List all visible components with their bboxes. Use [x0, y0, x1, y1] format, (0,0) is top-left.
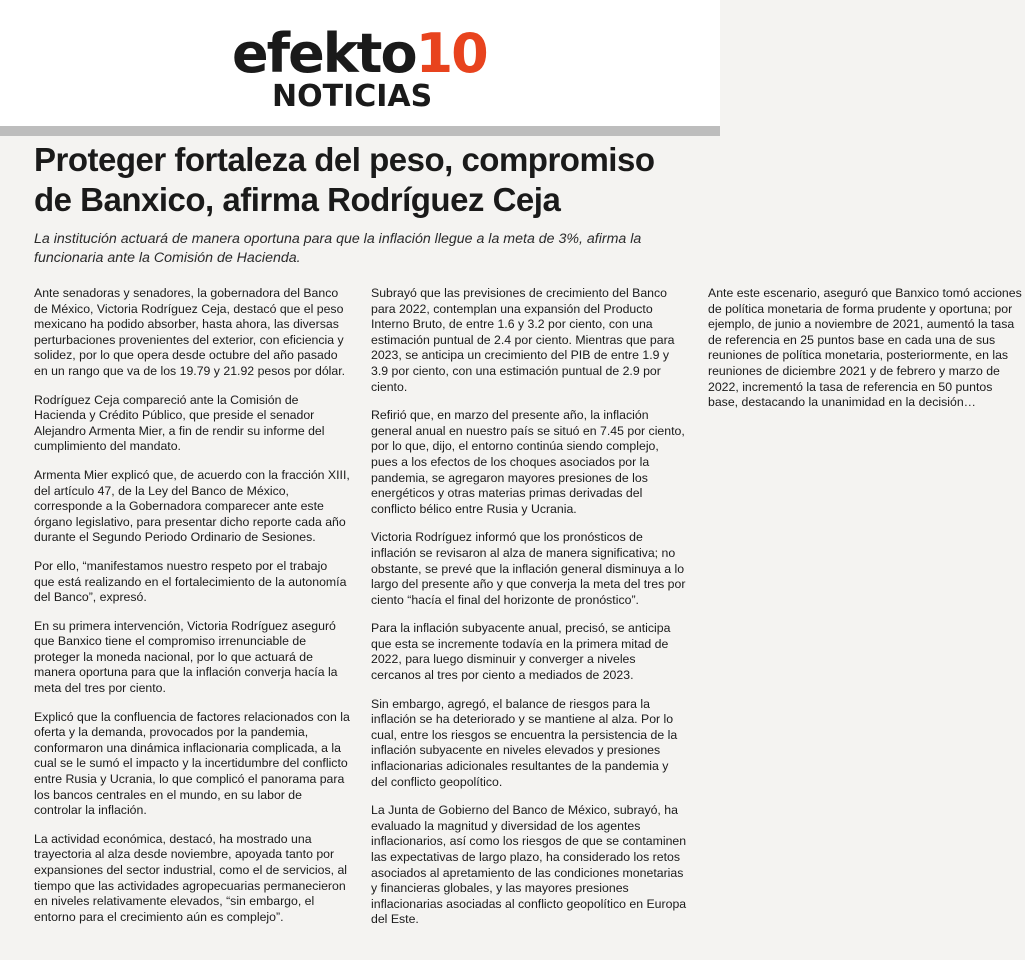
article-paragraph: Por ello, “manifestamos nuestro respeto por el trabajo que está realizando en el fortalecimiento de la autonomía del Banco”, expresó. — [34, 558, 347, 605]
article-paragraph: Rodríguez Ceja compareció ante la Comisión de Hacienda y Crédito Público, que preside el senador Alejandro Armenta Mier, a fin de rendir su informe del cumplimiento del mandato. — [34, 392, 325, 454]
article-paragraph: Armenta Mier explicó que, de acuerdo con la fracción XIII, del artículo 47, de la Ley del Banco de México, corresponde a la Gobernadora comparecer ante este órgano legislativo, para presentar dicho reporte cada año durante el Segundo Periodo Ordinario de Sesiones. — [34, 467, 350, 545]
article-paragraph: Ante este escenario, aseguró que Banxico tomó acciones de política monetaria de forma prudente y oportuna; por ejemplo, de junio a noviembre de 2021, aumentó la tasa de referencia en 25 puntos base en cada una de sus reuniones de política monetaria, posteriormente, en las reuniones de diciembre 2021 y de febrero y marzo de 2022, incrementó la tasa de referencia en 50 puntos base, destacando la unanimidad en la decisión… — [708, 286, 1022, 410]
article-paragraph: Sin embargo, agregó, el balance de riesgos para la inflación se ha deteriorado y se mantiene al alza. Por lo cual, entre los riesgos se encuentra la persistencia de la inflación subyacente en niveles elevados y presiones inflacionarias adicionales resultantes de la pandemia y del conflicto geopolítico. — [371, 696, 678, 789]
article-paragraph: La Junta de Gobierno del Banco de México, subrayó, ha evaluado la magnitud y diversidad de los agentes inflacionarios, así como los riesgos de que se contaminen las expectativas de largo plazo, ha considerado los retos asociados al apretamiento de las condiciones monetarias y financieras globales, y las mayores presiones inflacionarias asociadas al conflicto geopolítico en Europa del Este. — [371, 803, 687, 927]
header-divider-bar — [0, 126, 720, 136]
site-header — [0, 0, 720, 126]
article-paragraph: En su primera intervención, Victoria Rodríguez aseguró que Banxico tiene el compromiso irrenunciable de proteger la moneda nacional, por lo que actuará de manera oportuna para que la inflación converja hacía la meta del tres por ciento. — [34, 618, 338, 696]
article-paragraph: Explicó que la confluencia de factores relacionados con la oferta y la demanda, provocados por la pandemia, conformaron una dinámica inflacionaria complicada, a la cual se le sumó el impacto y la incertidumbre del conflicto entre Rusia y Ucrania, lo que complicó el panorama para los bancos centrales en el mundo, en su labor de controlar la inflación. — [34, 709, 350, 818]
article-subheadline: La institución actuará de manera oportuna para que la inflación llegue a la meta de 3%, afirma la funcionaria ante la Comisión de Hacienda. — [34, 231, 642, 266]
article-headline: Proteger fortaleza del peso, compromiso de Banxico, afirma Rodríguez Ceja — [34, 141, 655, 218]
logo-subtitle: NOTICIAS — [272, 79, 433, 114]
article-paragraph: Para la inflación subyacente anual, precisó, se anticipa que esta se incremente todavía en la primera mitad de 2022, para luego disminuir y converger a niveles cercanos al tres por ciento a mediados de 2023. — [371, 621, 671, 683]
logo-number: 10 — [415, 22, 487, 85]
article-paragraph: Ante senadoras y senadores, la gobernadora del Banco de México, Victoria Rodríguez Ceja, destacó que el peso mexicano ha podido absorber, hasta ahora, las diversas perturbaciones provenientes del exterior, con eficiencia y solidez, por lo que opera desde octubre del año pasado en un rango que va de los 19.79 y 21.92 pesos por dólar. — [34, 286, 346, 378]
logo-wordmark — [232, 24, 487, 84]
article-paragraph: Victoria Rodríguez informó que los pronósticos de inflación se revisaron al alza de manera significativa; no obstante, se prevé que la inflación general disminuya a lo largo del presente año y que converja la meta del tres por ciento “hacía el final del horizonte de pronóstico”. — [371, 530, 686, 607]
article-paragraph: La actividad económica, destacó, ha mostrado una trayectoria al alza desde noviembre, apoyada tanto por expansiones del sector industrial, como el de servicios, al tiempo que las actividades agropecuarias permanecieron en niveles relativamente elevados, “sin embargo, el entorno para el crecimiento aún es complejo”. — [34, 831, 348, 924]
efekto10-logo[interactable] — [232, 24, 492, 114]
logo-prefix: efekto — [232, 22, 416, 85]
article-body — [34, 286, 1022, 952]
article-paragraph: Refirió que, en marzo del presente año, la inflación general anual en nuestro país se situó en 7.45 por ciento, por lo que, dijo, el entorno continúa siendo complejo, pues a los efectos de los choques asociados por la pandemia, se agregaron mayores presiones de los energéticos y otras materias primas derivadas del conflicto bélico entre Rusia y Ucrania. — [371, 408, 685, 516]
article-paragraph: Subrayó que las previsiones de crecimiento del Banco para 2022, contemplan una expansión del Producto Interno Bruto, de entre 1.6 y 3.2 por ciento, con una estimación puntual de 2.4 por ciento. Mientras que para 2023, se anticipa un crecimiento del PIB de entre 1.9 y 3.9 por ciento, con una estimación puntual de 2.9 por ciento. — [371, 286, 675, 394]
